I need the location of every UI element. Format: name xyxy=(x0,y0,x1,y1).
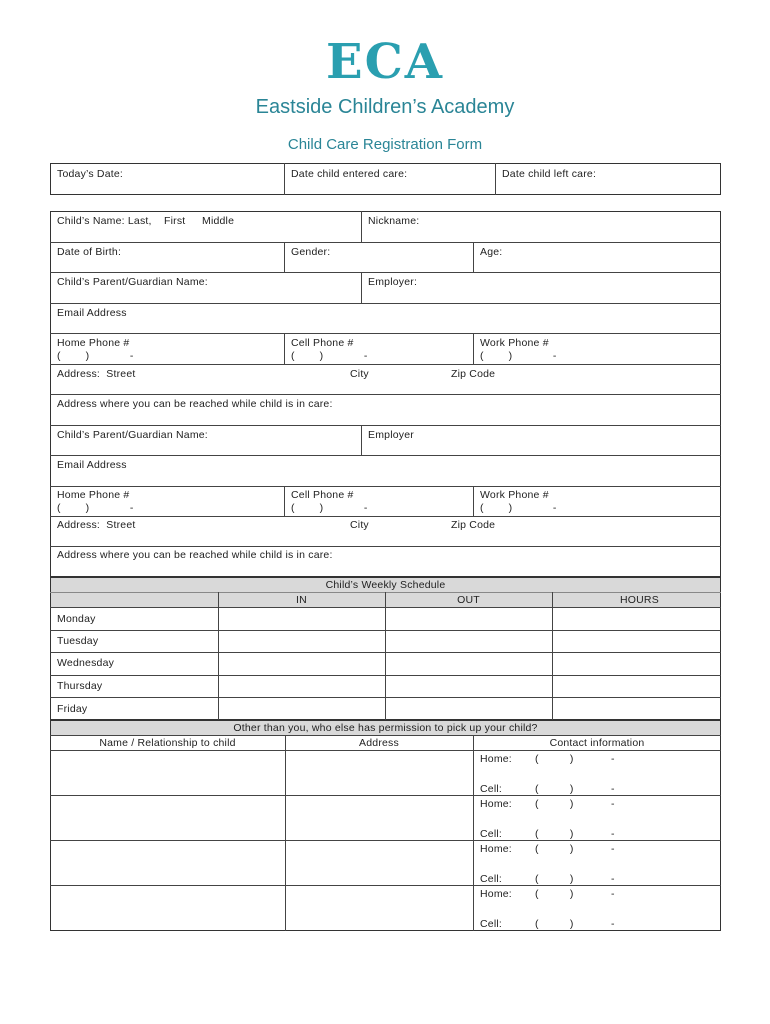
age-field[interactable]: Age: xyxy=(480,246,503,258)
date-of-birth-field[interactable]: Date of Birth: xyxy=(57,246,122,258)
guardian1-zip-field[interactable]: Zip Code xyxy=(451,368,496,380)
date-entered-care-field[interactable]: Date child entered care: xyxy=(291,168,408,180)
guardian2-address-street-field[interactable]: Address: Street xyxy=(57,519,136,531)
guardian1-work-phone-field[interactable]: Work Phone # xyxy=(480,337,549,349)
guardian1-home-phone-format: ( ) - xyxy=(57,350,134,362)
pickup-col-contact: Contact information xyxy=(549,737,645,749)
schedule-day-monday: Monday xyxy=(57,613,96,625)
schedule-col-out: OUT xyxy=(457,594,480,606)
guardian2-city-field[interactable]: City xyxy=(350,519,369,531)
guardian2-work-phone-format: ( ) - xyxy=(480,502,557,514)
guardian1-cell-phone-field[interactable]: Cell Phone # xyxy=(291,337,354,349)
todays-date-field[interactable]: Today’s Date: xyxy=(57,168,124,180)
guardian2-zip-field[interactable]: Zip Code xyxy=(451,519,496,531)
pickup1-home-phone-format: ( ) - xyxy=(535,753,615,765)
organization-name: Eastside Children’s Academy xyxy=(255,96,515,118)
nickname-field[interactable]: Nickname: xyxy=(368,215,420,227)
schedule-title: Child’s Weekly Schedule xyxy=(325,579,446,591)
guardian2-cell-phone-format: ( ) - xyxy=(291,502,368,514)
guardian2-cell-phone-field[interactable]: Cell Phone # xyxy=(291,489,354,501)
pickup3-cell-phone-format: ( ) - xyxy=(535,873,615,885)
guardian2-reach-address-field[interactable]: Address where you can be reached while child is in care: xyxy=(57,549,333,561)
pickup4-home-phone-format: ( ) - xyxy=(535,888,615,900)
guardian2-home-phone-format: ( ) - xyxy=(57,502,134,514)
guardian2-work-phone-field[interactable]: Work Phone # xyxy=(480,489,549,501)
pickup4-home-phone-field[interactable]: Home: xyxy=(480,888,512,900)
gender-field[interactable]: Gender: xyxy=(291,246,331,258)
guardian1-address-street-field[interactable]: Address: Street xyxy=(57,368,136,380)
pickup-col-address: Address xyxy=(359,737,399,749)
pickup1-cell-phone-format: ( ) - xyxy=(535,783,615,795)
child-name-middle-label: Middle xyxy=(202,215,235,227)
schedule-col-in: IN xyxy=(296,594,307,606)
guardian1-city-field[interactable]: City xyxy=(350,368,369,380)
pickup1-home-phone-field[interactable]: Home: xyxy=(480,753,512,765)
pickup-title: Other than you, who else has permission to pick up your child? xyxy=(233,722,538,734)
child-name-first-label: First xyxy=(164,215,186,227)
pickup3-home-phone-field[interactable]: Home: xyxy=(480,843,512,855)
guardian1-home-phone-field[interactable]: Home Phone # xyxy=(57,337,130,349)
guardian1-work-phone-format: ( ) - xyxy=(480,350,557,362)
guardian1-email-field[interactable]: Email Address xyxy=(57,307,127,319)
pickup1-cell-phone-field[interactable]: Cell: xyxy=(480,783,503,795)
schedule-day-thursday: Thursday xyxy=(57,680,103,692)
form-title: Child Care Registration Form xyxy=(287,136,483,153)
pickup2-home-phone-format: ( ) - xyxy=(535,798,615,810)
date-left-care-field[interactable]: Date child left care: xyxy=(502,168,597,180)
guardian2-home-phone-field[interactable]: Home Phone # xyxy=(57,489,130,501)
schedule-day-friday: Friday xyxy=(57,703,88,715)
guardian2-email-field[interactable]: Email Address xyxy=(57,459,127,471)
pickup2-cell-phone-field[interactable]: Cell: xyxy=(480,828,503,840)
guardian1-employer-field[interactable]: Employer: xyxy=(368,276,418,288)
child-name-last-field[interactable]: Child’s Name: Last, xyxy=(57,215,152,227)
guardian2-employer-field[interactable]: Employer xyxy=(368,429,414,441)
schedule-day-wednesday: Wednesday xyxy=(57,657,115,669)
pickup-col-name: Name / Relationship to child xyxy=(99,737,236,749)
pickup3-home-phone-format: ( ) - xyxy=(535,843,615,855)
guardian1-reach-address-field[interactable]: Address where you can be reached while child is in care: xyxy=(57,398,333,410)
guardian2-name-field[interactable]: Child’s Parent/Guardian Name: xyxy=(57,429,208,441)
pickup4-cell-phone-format: ( ) - xyxy=(535,918,615,930)
pickup2-cell-phone-format: ( ) - xyxy=(535,828,615,840)
eca-logo: ECA xyxy=(325,34,445,90)
schedule-col-hours: HOURS xyxy=(620,594,659,606)
pickup-permission-table xyxy=(50,720,721,931)
guardian1-cell-phone-format: ( ) - xyxy=(291,350,368,362)
pickup3-cell-phone-field[interactable]: Cell: xyxy=(480,873,503,885)
schedule-day-tuesday: Tuesday xyxy=(57,635,99,647)
guardian1-name-field[interactable]: Child’s Parent/Guardian Name: xyxy=(57,276,208,288)
pickup4-cell-phone-field[interactable]: Cell: xyxy=(480,918,503,930)
pickup2-home-phone-field[interactable]: Home: xyxy=(480,798,512,810)
